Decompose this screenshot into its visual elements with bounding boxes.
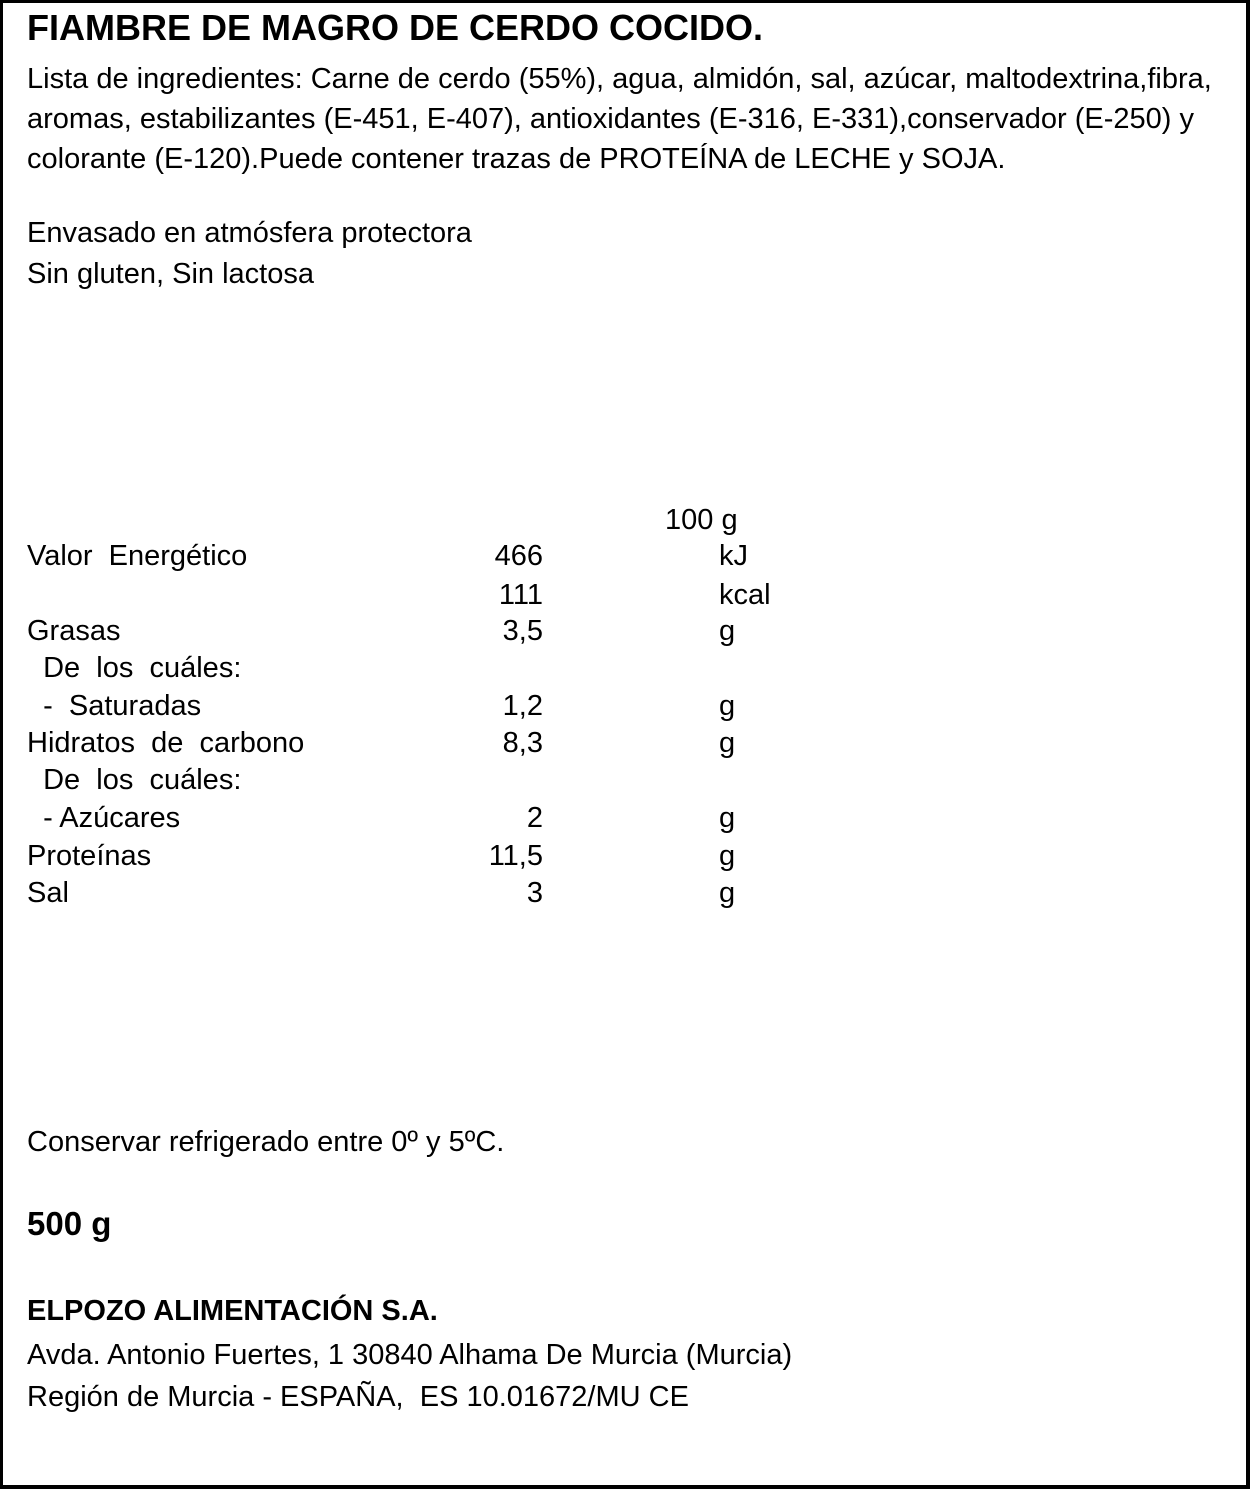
company-name: ELPOZO ALIMENTACIÓN S.A. bbox=[27, 1295, 438, 1327]
nutrition-unit: kJ bbox=[719, 540, 748, 572]
nutrition-label: Hidratos de carbono bbox=[27, 727, 305, 759]
ingredients-list: Lista de ingredientes: Carne de cerdo (55%), agua, almidón, sal, azúcar, maltodextrina,fibra, aromas, estabilizantes (E-451, E-407), antioxidantes (E-316, E-331),conservador (E-250) y colorante (E-120).Puede contener trazas de PROTEÍNA de LECHE y SOJA. bbox=[27, 63, 1212, 175]
nutrition-unit: g bbox=[719, 727, 736, 759]
nutrition-row bbox=[27, 799, 1027, 837]
nutrition-value: 11,5 bbox=[488, 840, 543, 872]
nutrition-value: 2 bbox=[526, 802, 543, 834]
nutrition-row bbox=[27, 576, 1027, 614]
nutrition-row bbox=[27, 687, 1027, 725]
nutrition-label: De los cuáles: bbox=[27, 652, 242, 684]
storage-instructions: Conservar refrigerado entre 0º y 5ºC. bbox=[27, 1126, 505, 1158]
nutrition-value: 8,3 bbox=[502, 727, 543, 759]
net-weight: 500 g bbox=[27, 1205, 112, 1242]
nutrition-value: 3,5 bbox=[502, 615, 543, 647]
product-title: FIAMBRE DE MAGRO DE CERDO COCIDO. bbox=[27, 7, 764, 48]
nutrition-row bbox=[27, 724, 1027, 762]
nutrition-unit: g bbox=[719, 615, 736, 647]
nutrition-row bbox=[27, 612, 1027, 650]
nutrition-value: 111 bbox=[498, 579, 543, 611]
nutrition-label: - Azúcares bbox=[27, 802, 181, 834]
company-address: Avda. Antonio Fuertes, 1 30840 Alhama De Murcia (Murcia) bbox=[27, 1339, 793, 1371]
nutrition-label: Sal bbox=[27, 877, 69, 909]
dietary-claims: Sin gluten, Sin lactosa bbox=[27, 258, 314, 290]
nutrition-unit: g bbox=[719, 877, 736, 909]
nutrition-unit: g bbox=[719, 840, 736, 872]
nutrition-label: De los cuáles: bbox=[27, 764, 242, 796]
nutrition-unit: g bbox=[719, 802, 736, 834]
nutrition-row bbox=[27, 537, 1027, 575]
nutrition-row bbox=[27, 874, 1027, 912]
nutrition-value: 466 bbox=[494, 540, 543, 572]
packaging-note: Envasado en atmósfera protectora bbox=[27, 217, 472, 249]
nutrition-row bbox=[27, 649, 1027, 687]
nutrition-value: 3 bbox=[526, 877, 543, 909]
nutrition-row bbox=[27, 837, 1027, 875]
nutrition-label: Grasas bbox=[27, 615, 121, 647]
nutrition-value: 1,2 bbox=[502, 690, 543, 722]
company-region: Región de Murcia - ESPAÑA, ES 10.01672/MU CE bbox=[27, 1381, 689, 1413]
nutrition-unit: kcal bbox=[719, 579, 771, 611]
nutrition-header: 100 g bbox=[665, 504, 738, 536]
nutrition-label: Valor Energético bbox=[27, 540, 248, 572]
nutrition-unit: g bbox=[719, 690, 736, 722]
nutrition-label: Proteínas bbox=[27, 840, 152, 872]
nutrition-row bbox=[27, 761, 1027, 799]
nutrition-label: - Saturadas bbox=[27, 690, 202, 722]
